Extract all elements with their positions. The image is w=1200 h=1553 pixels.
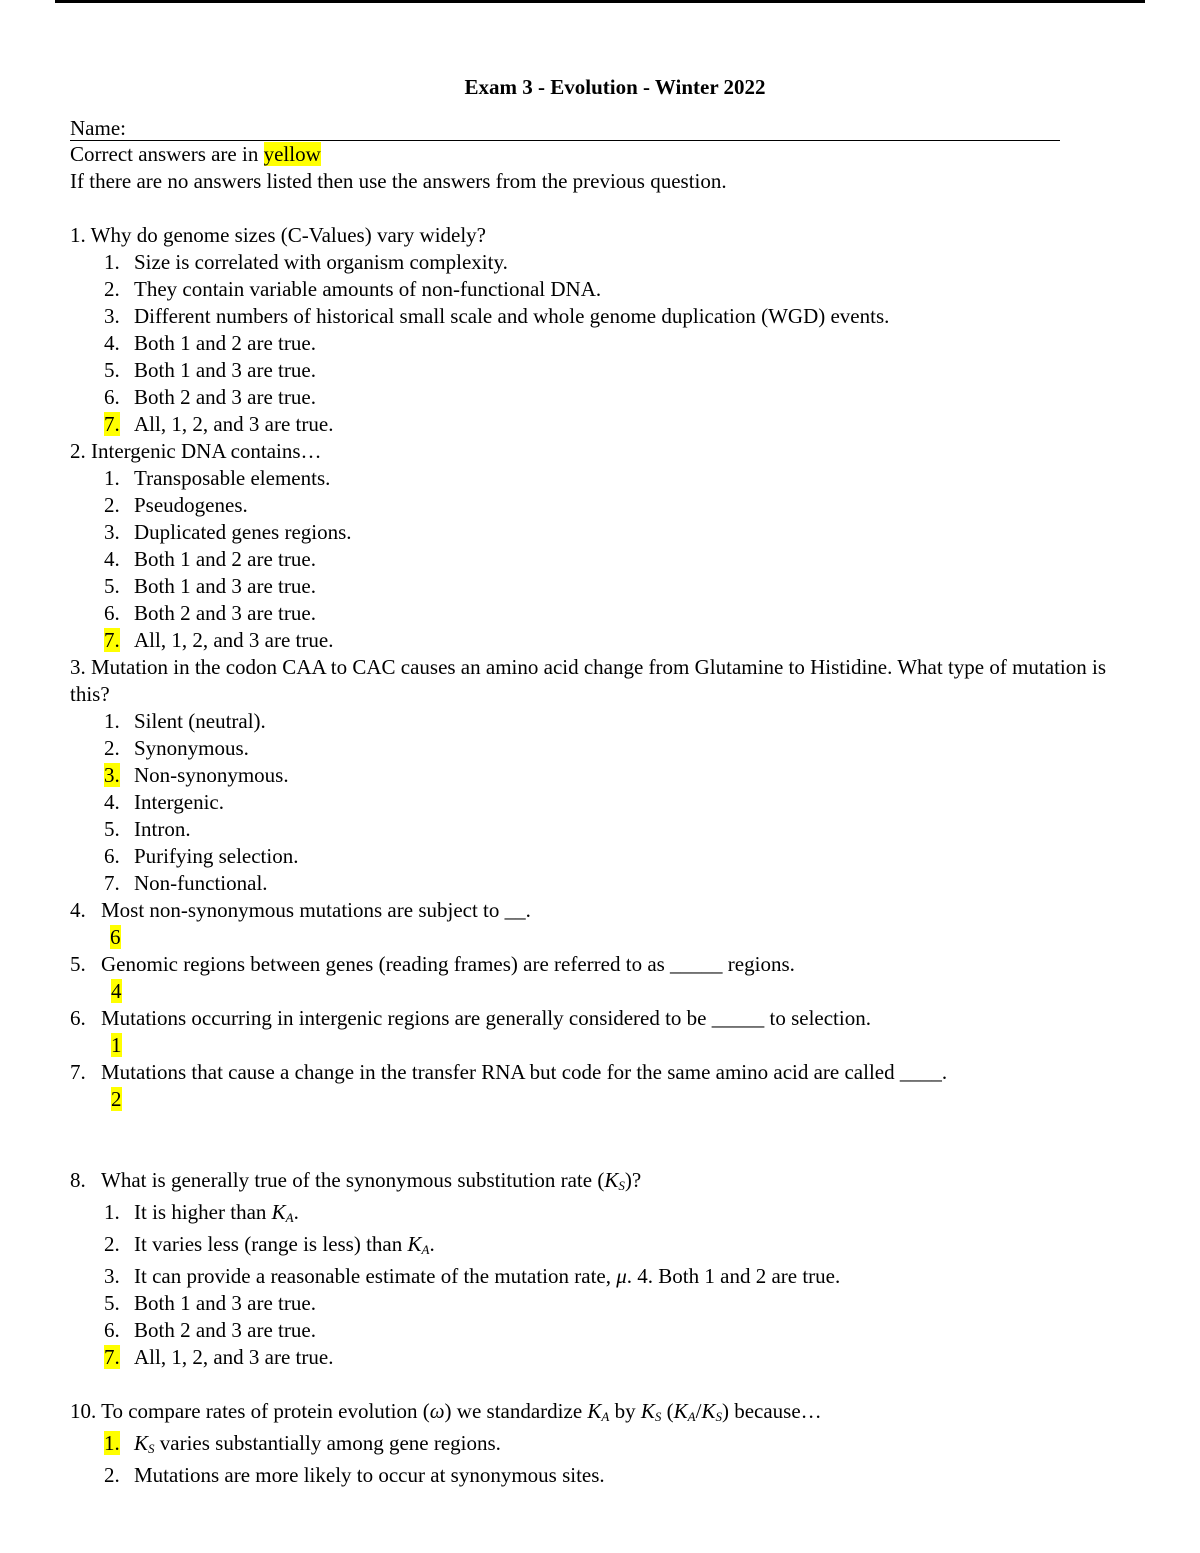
q1-option-2: 2. They contain variable amounts of non-functional DNA. (104, 277, 602, 301)
q2-option-7-correct: 7. All, 1, 2, and 3 are true. (104, 628, 334, 652)
q3-option-7: 7. Non-functional. (104, 871, 268, 895)
correct-answer-marker: 3. (104, 763, 120, 787)
q3-option-6: 6. Purifying selection. (104, 844, 299, 868)
question-10: 10. To compare rates of protein evolution (ω) we standardize $K_A$ by $K_S$ $(K_A/K_S)$ because… (70, 1399, 822, 1424)
q4-answer: 6 (110, 925, 121, 949)
q8-option-2: 2. It varies less (range is less) than $K_A$. (104, 1232, 435, 1257)
q2-option-3: 3. Duplicated genes regions. (104, 520, 352, 544)
q3-option-5: 5. Intron. (104, 817, 191, 841)
q2-option-5: 5. Both 1 and 3 are true. (104, 574, 316, 598)
q1-option-7-correct: 7. All, 1, 2, and 3 are true. (104, 412, 334, 436)
q3-option-3-correct: 3. Non-synonymous. (104, 763, 289, 787)
q8-option-1: 1. It is higher than $K_A$. (104, 1200, 299, 1225)
q8-option-6: 6. Both 2 and 3 are true. (104, 1318, 316, 1342)
page-title: Exam 3 - Evolution - Winter 2022 (464, 75, 766, 99)
name-field[interactable] (70, 116, 1060, 141)
q6-answer: 1 (111, 1033, 122, 1057)
instructions-line-1: Correct answers are in yellow (70, 142, 321, 166)
instructions-line-2: If there are no answers listed then use the answers from the previous question. (70, 169, 727, 193)
correct-answer-marker: 7. (104, 628, 120, 652)
question-4: 4. Most non-synonymous mutations are subject to __. (70, 898, 531, 922)
question-8: 8. What is generally true of the synonymous substitution rate $(K_S)$? (70, 1168, 642, 1193)
correct-answer-marker: 7. (104, 412, 120, 436)
q3-option-2: 2. Synonymous. (104, 736, 249, 760)
q1-option-4: 4. Both 1 and 2 are true. (104, 331, 316, 355)
q5-answer: 4 (111, 979, 122, 1003)
q1-option-3: 3. Different numbers of historical small scale and whole genome duplication (WGD) events. (104, 304, 890, 328)
q2-option-2: 2. Pseudogenes. (104, 493, 248, 517)
exam-page (70, 74, 1140, 1489)
q7-answer: 2 (111, 1087, 122, 1111)
q8-option-5: 5. Both 1 and 3 are true. (104, 1291, 316, 1315)
question-6: 6. Mutations occurring in intergenic regions are generally considered to be _____ to selection. (70, 1006, 871, 1030)
q1-option-1: 1. Size is correlated with organism complexity. (104, 250, 508, 274)
question-1: 1. Why do genome sizes (C-Values) vary widely? (70, 223, 487, 247)
correct-answer-marker: 1. (104, 1431, 120, 1455)
q8-option-7-correct: 7. All, 1, 2, and 3 are true. (104, 1345, 334, 1369)
name-label: Name: (70, 116, 126, 140)
correct-answer-marker: 7. (104, 1345, 120, 1369)
q10-option-1-correct: 1. $K_S$ varies substantially among gene regions. (104, 1431, 501, 1456)
question-3: 3. Mutation in the codon CAA to CAC causes an amino acid change from Glutamine to Histidine. What type of mutation is this? (70, 655, 1107, 706)
question-2: 2. Intergenic DNA contains… (70, 439, 322, 463)
q2-option-4: 4. Both 1 and 2 are true. (104, 547, 316, 571)
q3-option-4: 4. Intergenic. (104, 790, 224, 814)
q10-option-2: 2. Mutations are more likely to occur at synonymous sites. (104, 1463, 605, 1487)
q2-option-1: 1. Transposable elements. (104, 466, 331, 490)
top-border-rule (55, 0, 1145, 3)
q8-option-3-4: 3. It can provide a reasonable estimate of the mutation rate, μ. 4. Both 1 and 2 are true. (104, 1264, 841, 1288)
question-5: 5. Genomic regions between genes (reading frames) are referred to as _____ regions. (70, 952, 795, 976)
q3-option-1: 1. Silent (neutral). (104, 709, 266, 733)
q1-option-6: 6. Both 2 and 3 are true. (104, 385, 316, 409)
highlight-legend: yellow (263, 142, 321, 166)
q2-option-6: 6. Both 2 and 3 are true. (104, 601, 316, 625)
q1-option-5: 5. Both 1 and 3 are true. (104, 358, 316, 382)
question-7: 7. Mutations that cause a change in the transfer RNA but code for the same amino acid are called ____. (70, 1060, 948, 1084)
